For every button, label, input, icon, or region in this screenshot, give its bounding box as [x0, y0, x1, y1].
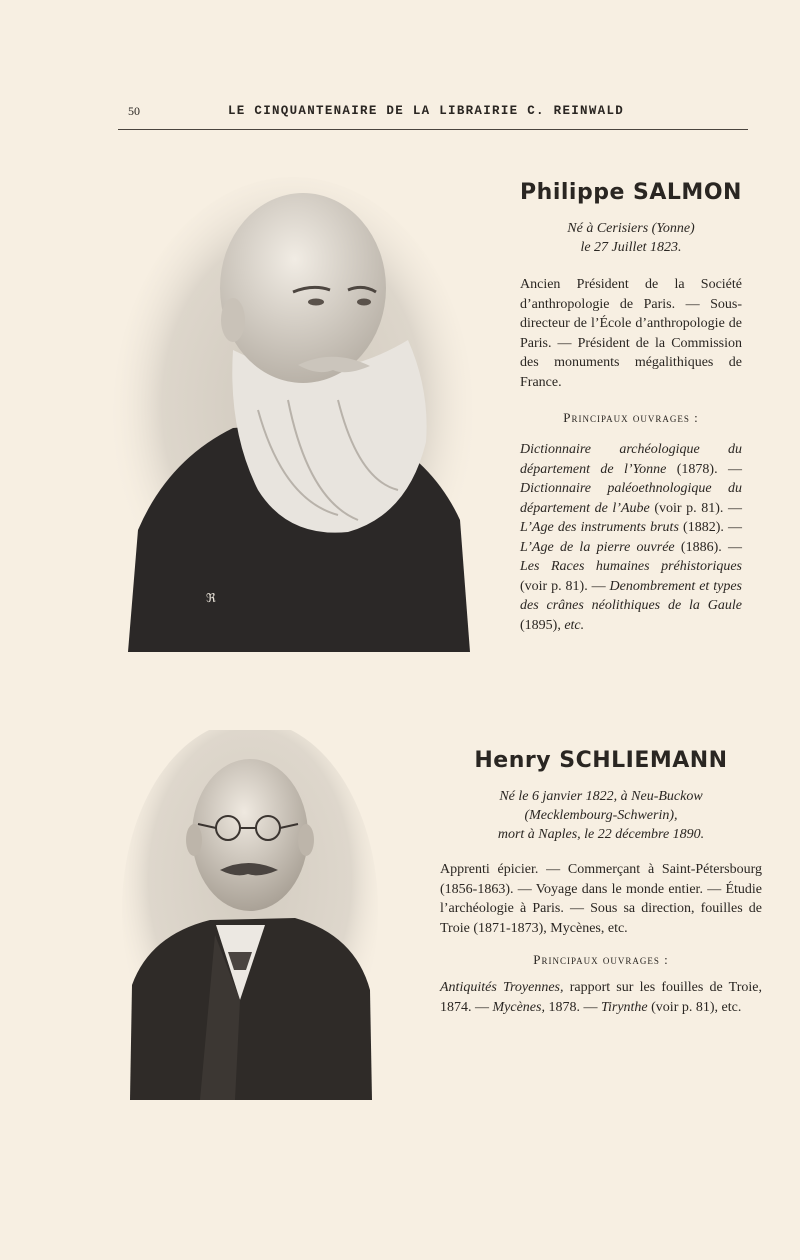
running-title: LE CINQUANTENAIRE DE LA LIBRAIRIE C. REINWALD	[228, 104, 625, 118]
works-heading: Principaux ouvrages :	[533, 952, 669, 967]
works-list	[520, 440, 742, 635]
birth-info	[440, 787, 762, 844]
work-title: L’Age des instruments bruts	[520, 520, 679, 535]
works-list	[440, 978, 762, 1017]
person-name: Henry SCHLIEMANN	[474, 748, 728, 773]
birth-info	[520, 219, 742, 257]
portrait-henry-schliemann	[120, 730, 380, 1100]
work-detail: (voir p. 81). —	[649, 500, 742, 516]
work-detail: (1895),	[520, 617, 565, 633]
bio-philippe-salmon	[520, 180, 742, 635]
work-title: Antiquités Troyennes,	[440, 980, 564, 995]
page-header	[118, 104, 748, 128]
birth-line: (Mecklembourg-Schwerin),	[524, 808, 678, 823]
work-detail: (1878). —	[666, 461, 742, 477]
birth-line: Né à Cerisiers (Yonne)	[567, 221, 695, 236]
career-summary: Apprenti épicier. — Commerçant à Saint-Pétersbourg (1856-1863). — Voyage dans le monde entier. — Étudie l’archéologie à Paris. — Sous sa direction, fouilles de Troie (1871-1873), Mycènes, etc.	[440, 862, 762, 936]
birth-line: le 27 Juillet 1823.	[580, 240, 682, 255]
work-title: Les Races humaines préhistoriques	[520, 559, 742, 574]
work-title: Dictionnaire archéologique du département de l’Yonne	[520, 442, 742, 477]
work-detail: (1882). —	[678, 520, 743, 535]
works-heading: Principaux ouvrages :	[563, 410, 699, 425]
person-name: Philippe SALMON	[520, 180, 742, 205]
svg-text:ℜ: ℜ	[206, 591, 216, 605]
bio-henry-schliemann	[440, 748, 762, 1017]
work-detail: (voir p. 81). —	[520, 578, 610, 594]
work-detail: rapport sur les fouilles de Troie, 1874. —	[440, 980, 762, 1015]
birth-line: Né le 6 janvier 1822, à Neu-Buckow	[499, 789, 703, 804]
work-detail: (1886). —	[674, 539, 742, 555]
birth-line: mort à Naples, le 22 décembre 1890.	[497, 827, 705, 842]
career-summary: Ancien Président de la Société d’anthropologie de Paris. — Sous-directeur de l’École d’anthropologie de Paris. — Président de la Commission des monuments mégalithiques de France.	[520, 277, 742, 390]
portrait-philippe-salmon	[108, 170, 478, 652]
header-rule	[118, 129, 748, 130]
work-title: Tirynthe	[600, 999, 648, 1015]
work-title: L’Age de la pierre ouvrée	[520, 539, 675, 555]
work-detail: (voir p. 81), etc.	[647, 999, 742, 1015]
work-title: etc.	[564, 617, 585, 633]
work-title: Dictionnaire paléoethnologique du département de l’Aube	[520, 481, 742, 516]
work-title: Denombrement et types des crânes néolithiques de la Gaule	[520, 578, 742, 613]
work-title: Mycènes,	[492, 999, 545, 1015]
page-number: 50	[128, 104, 140, 118]
work-detail: 1878. —	[544, 999, 601, 1015]
